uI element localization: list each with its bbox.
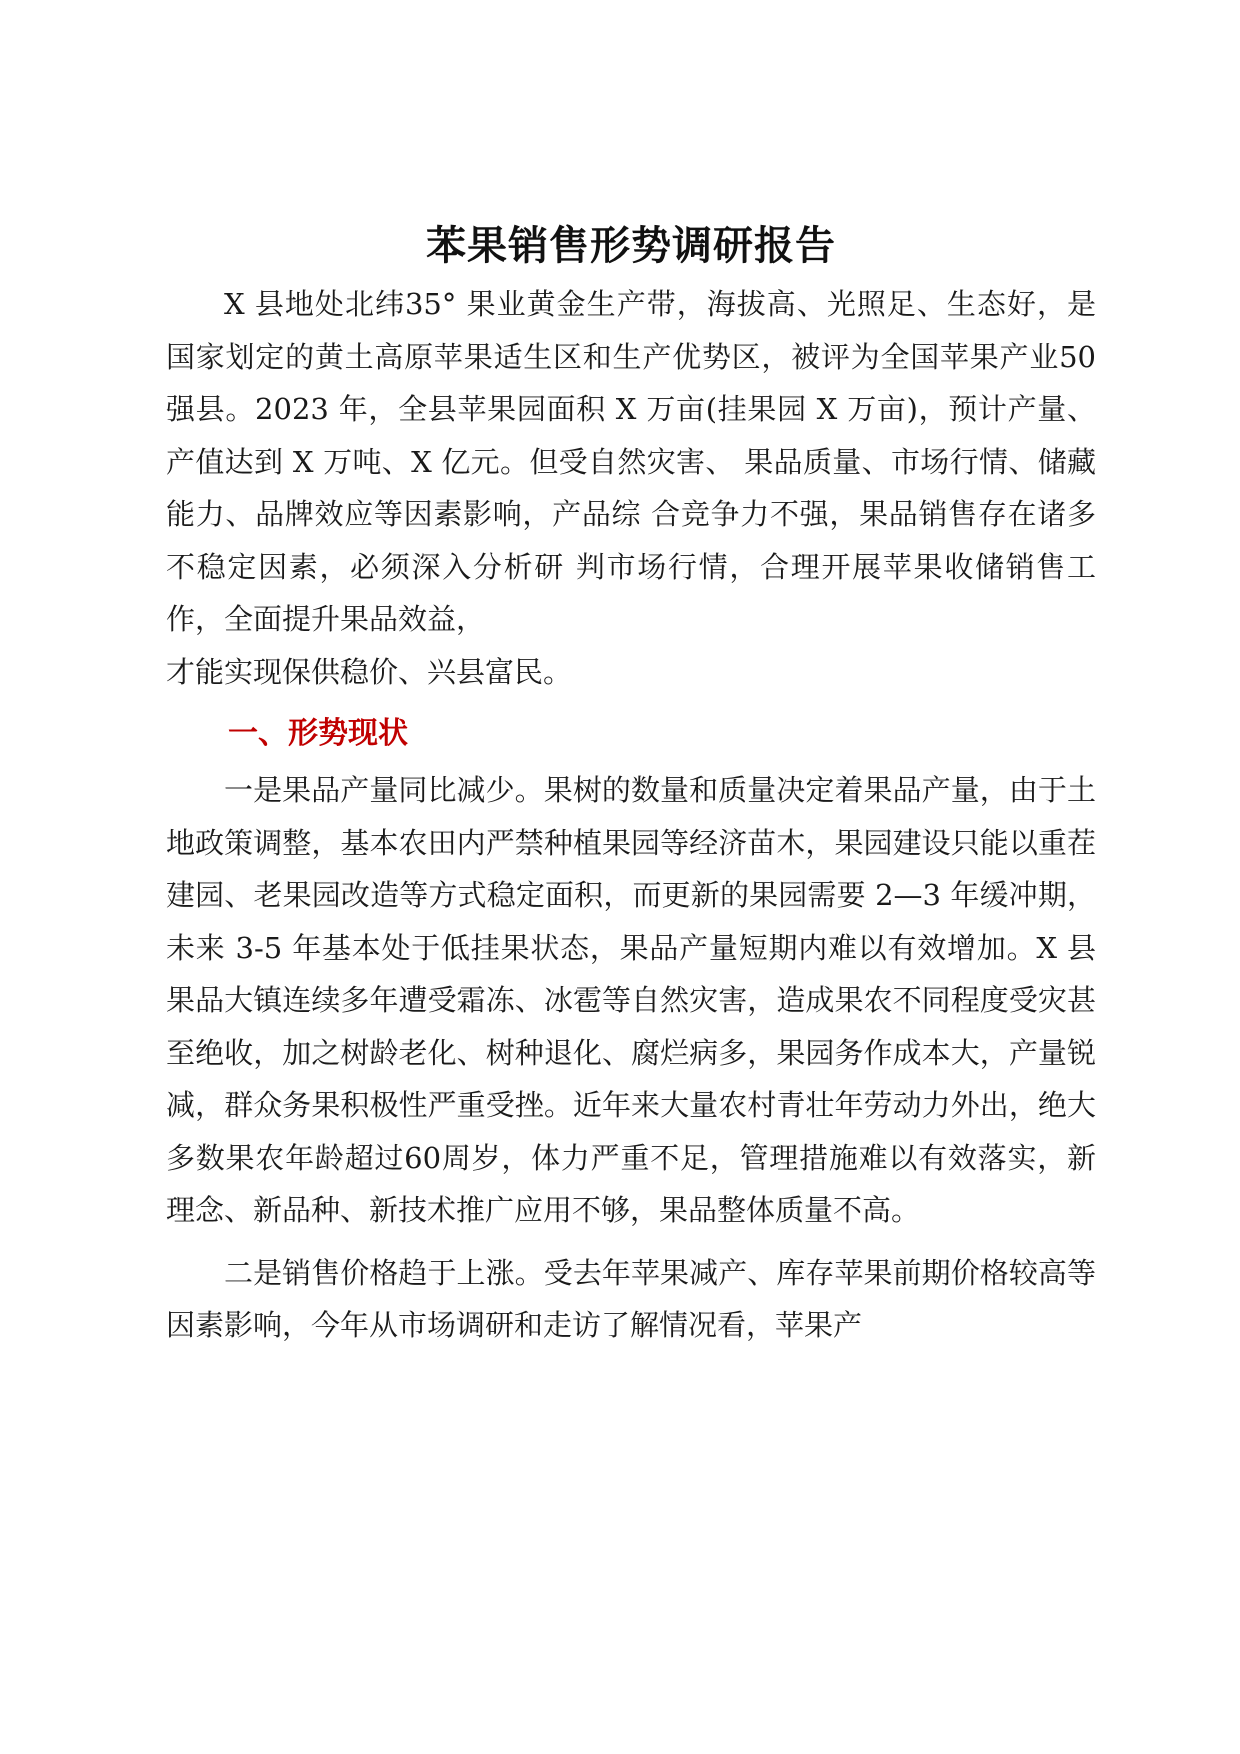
intro-paragraph: X 县地处北纬35° 果业黄金生产带，海拔高、光照足、生态好，是国家划定的黄土高原苹果适生区和生产优势区，被评为全国苹果产业50 强县。2023 年，全县苹果园面积 X 万亩(挂果园 X 万亩)，预计产量、产值达到 X 万吨、X 亿元。但受自然灾害、 果品质量、市场行情、储藏能力、品牌效应等因素影响，产品综 合竞争力不强，果品销售存在诸多不稳定因素，必须深入分析研 判市场行情，合理开展苹果收储销售工作，全面提升果品效益， [166,287,1096,636]
intro-paragraph-end: 才能实现保供稳价、兴县富民。 [166,654,573,689]
section-heading-situation: 一、形势现状 [228,716,408,751]
section-paragraph-price: 二是销售价格趋于上涨。受去年苹果减产、库存苹果前期价格较高等因素影响，今年从市场调研和走访了解情况看，苹果产 [166,1255,1096,1342]
document-body [166,218,1096,1352]
section-paragraph-output: 一是果品产量同比减少。果树的数量和质量决定着果品产量，由于土地政策调整，基本农田内严禁种植果园等经济苗木，果园建设只能以重茬建园、老果园改造等方式稳定面积，而更新的果园需要 2—3 年缓冲期，未来 3-5 年基本处于低挂果状态，果品产量短期内难以有效增加。X 县果品大镇连续多年遭受霜冻、冰雹等自然灾害，造成果农不同程度受灾甚至绝收，加之树龄老化、树种退化、腐烂病多，果园务作成本大，产量锐减，群众务果积极性严重受挫。近年来大量农村青壮年劳动力外出，绝大多数果农年龄超过60周岁，体力严重不足，管理措施难以有效落实，新理念、新品种、新技术推广应用不够，果品整体质量不高。 [166,773,1096,1227]
document-title: 苯果销售形势调研报告 [426,223,836,269]
paragraph-spacer [166,1237,1096,1247]
